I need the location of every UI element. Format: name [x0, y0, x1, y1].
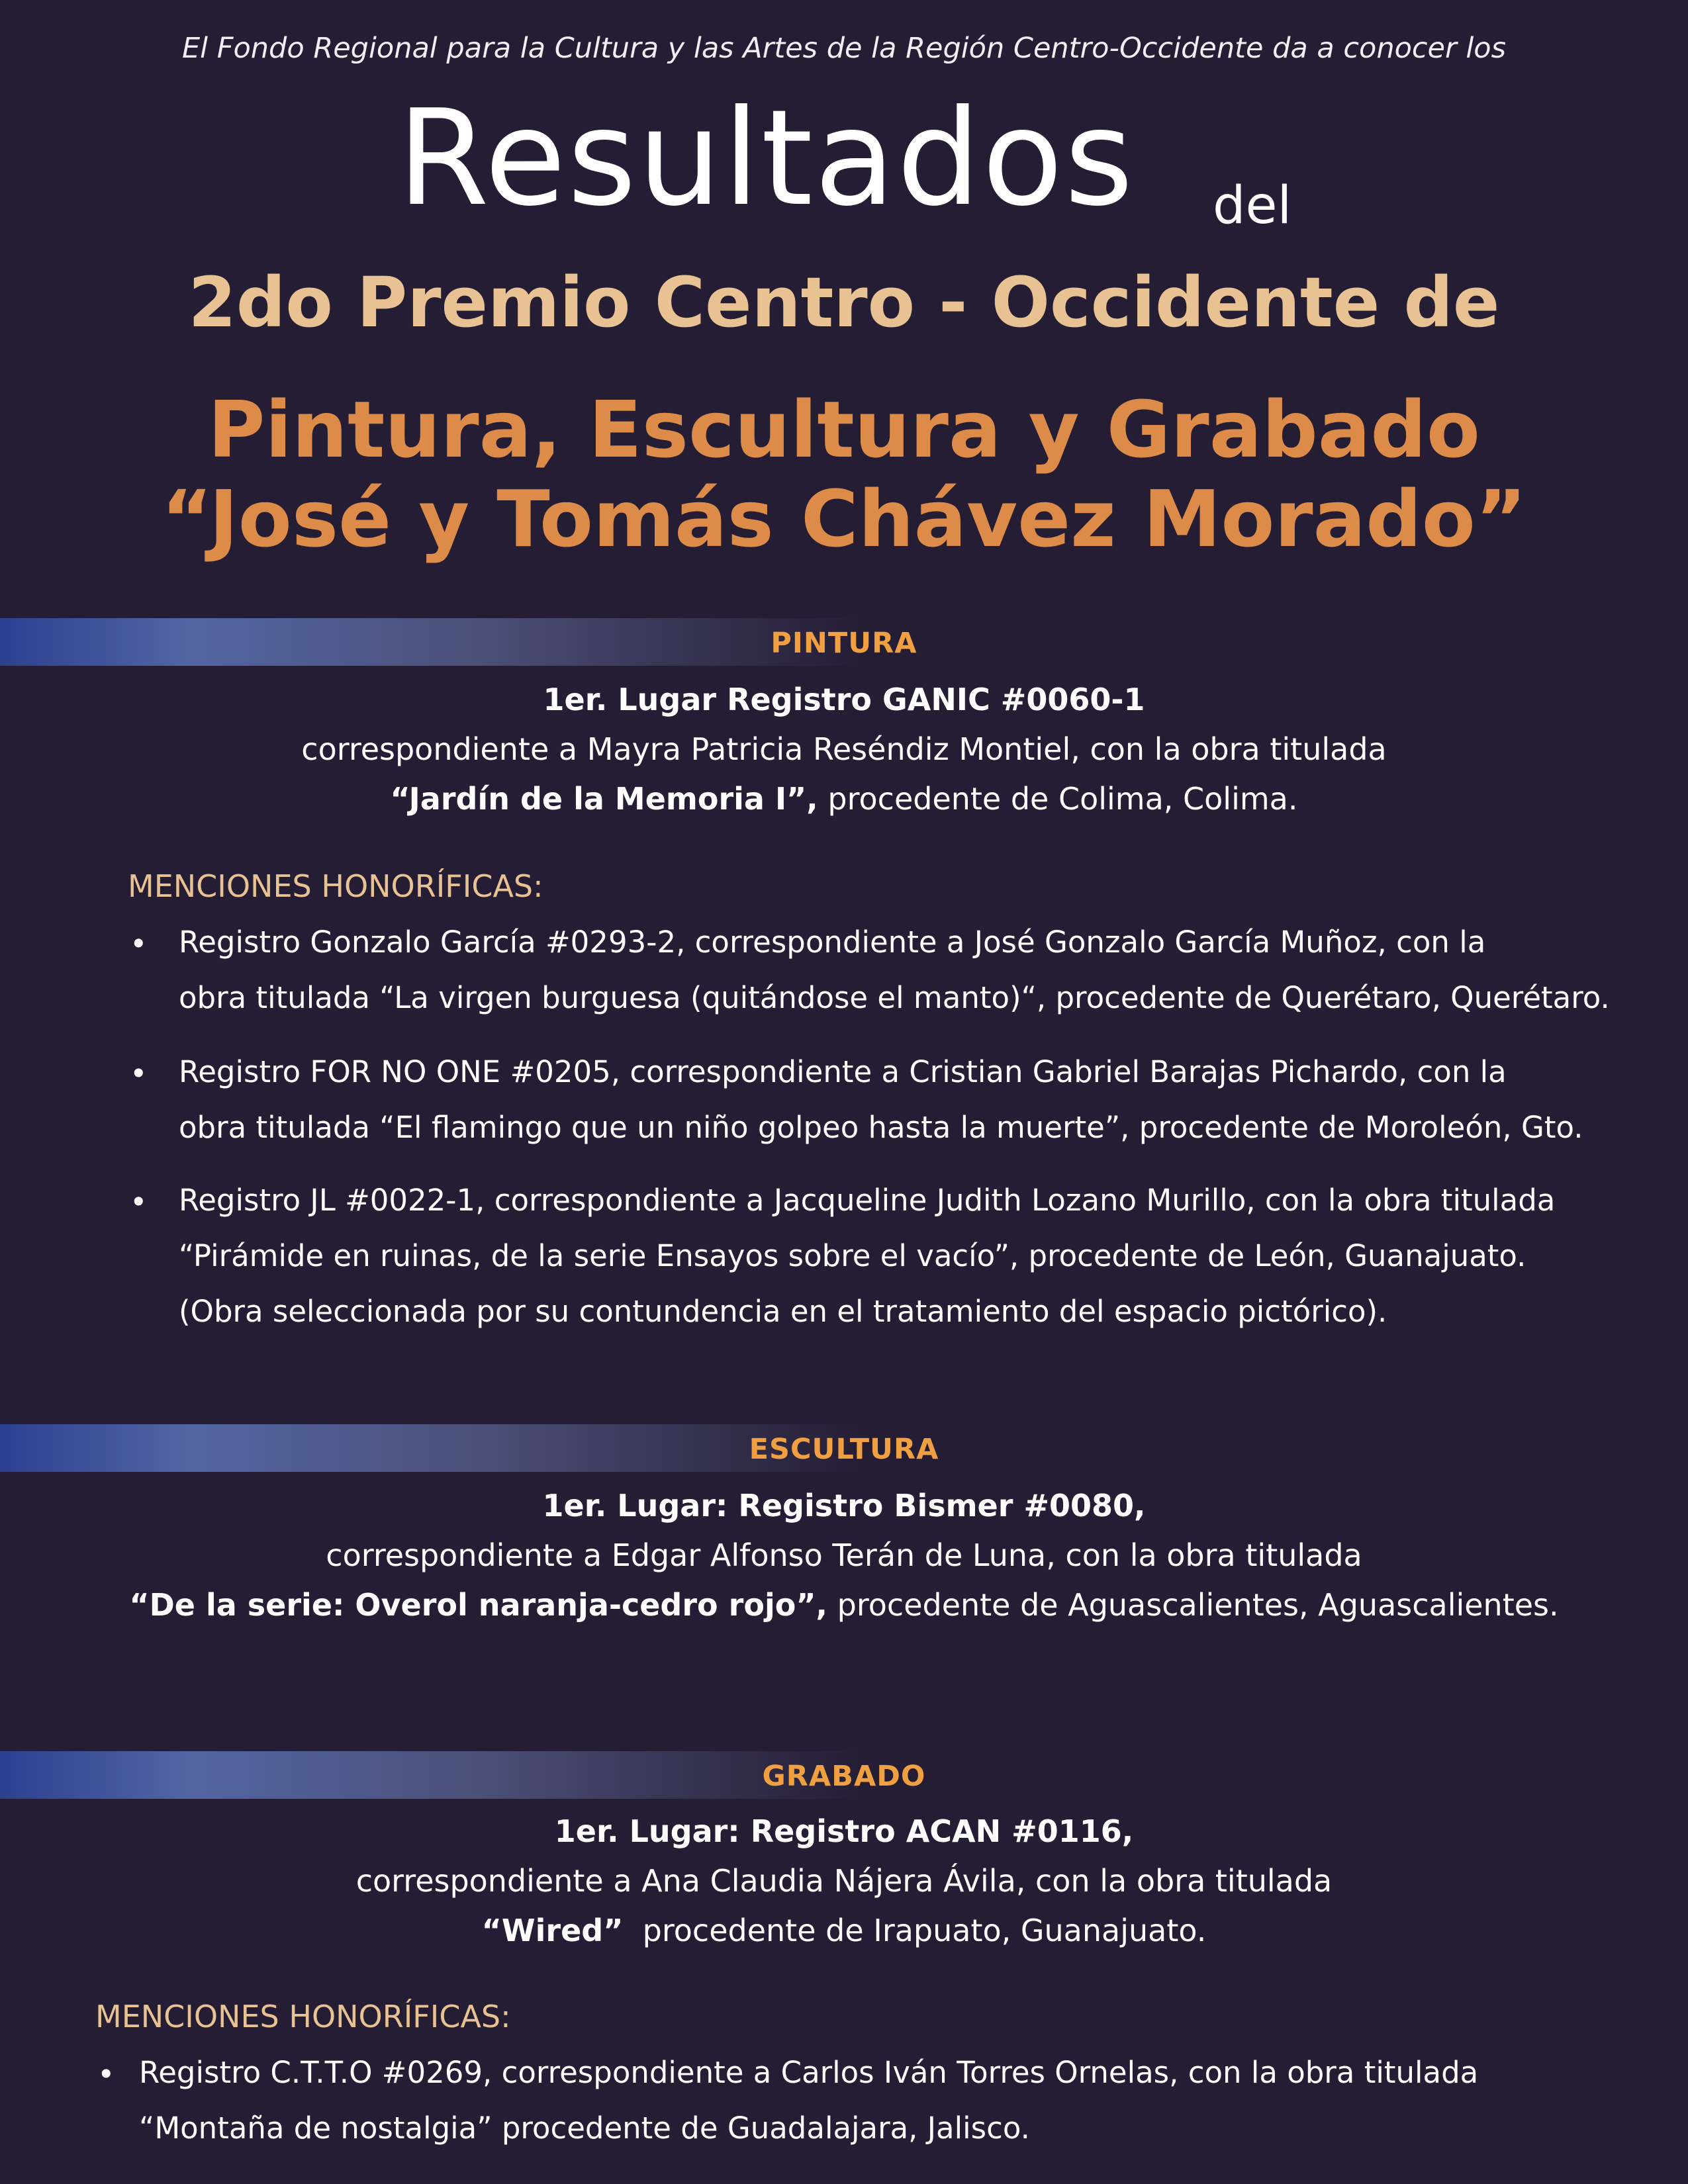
pintura-work-origin: procedente de Colima, Colima. — [818, 781, 1298, 817]
escultura-work-line — [0, 1587, 1688, 1623]
grabado-winner-detail: correspondiente a Ana Claudia Nájera Ávila, con la obra titulada — [355, 1863, 1333, 1899]
escultura-work-title: “De la serie: Overol naranja-cedro rojo”, — [129, 1587, 828, 1623]
bullet-icon: • — [130, 1185, 148, 1220]
grabado-mentions-label: MENCIONES HONORÍFICAS: — [95, 1999, 511, 2034]
escultura-winner-detail: correspondiente a Edgar Alfonso Terán de Luna, con la obra titulada — [326, 1537, 1362, 1573]
escultura-work-origin: procedente de Aguascalientes, Aguascalientes. — [827, 1587, 1559, 1623]
grabado-work-line — [0, 1913, 1688, 1949]
mention-line: obra titulada “El flamingo que un niño golpeo hasta la muerte”, procedente de Moroleón, Gto. — [179, 1110, 1583, 1145]
pintura-work-title: “Jardín de la Memoria I”, — [390, 781, 818, 817]
mention-line: Registro C.T.T.O #0269, correspondiente a Carlos Iván Torres Ornelas, con la obra titulada — [139, 2055, 1479, 2090]
title-del: del — [1213, 176, 1292, 236]
pintura-mention-1 — [179, 915, 1610, 1026]
grabado-work-origin: procedente de Irapuato, Guanajuato. — [623, 1913, 1207, 1948]
bullet-icon: • — [97, 2057, 115, 2092]
bullet-icon: • — [130, 1056, 148, 1091]
intro-text: El Fondo Regional para la Cultura y las Artes de la Región Centro-Occidente da a conocer los — [181, 32, 1507, 65]
mention-line: “Pirámide en ruinas, de la serie Ensayos sobre el vacío”, procedente de León, Guanajuato. — [179, 1238, 1526, 1273]
grabado-winner-line: 1er. Lugar: Registro ACAN #0116, — [554, 1813, 1134, 1849]
subtitle-nombre-premio: “José y Tomás Chávez Morado” — [161, 473, 1527, 565]
mention-line: Registro FOR NO ONE #0205, correspondiente a Cristian Gabriel Barajas Pichardo, con la — [179, 1054, 1507, 1089]
escultura-winner-line: 1er. Lugar: Registro Bismer #0080, — [542, 1488, 1146, 1524]
title-resultados: Resultados — [397, 81, 1135, 236]
pintura-winner-detail: correspondiente a Mayra Patricia Reséndiz Montiel, con la obra titulada — [301, 731, 1387, 767]
pintura-section-title: PINTURA — [771, 627, 917, 660]
pintura-mentions-label: MENCIONES HONORÍFICAS: — [128, 868, 543, 904]
pintura-mention-2 — [179, 1044, 1583, 1156]
mention-line: Registro Gonzalo García #0293-2, correspondiente a José Gonzalo García Muñoz, con la — [179, 925, 1486, 960]
pintura-winner-line: 1er. Lugar Registro GANIC #0060-1 — [543, 682, 1145, 717]
pintura-work-line — [0, 781, 1688, 817]
pintura-mention-3 — [179, 1173, 1555, 1340]
mention-line: “Montaña de nostalgia” procedente de Guadalajara, Jalisco. — [139, 2111, 1030, 2146]
grabado-work-title: “Wired” — [481, 1913, 624, 1948]
subtitle-disciplinas: Pintura, Escultura y Grabado — [208, 384, 1480, 475]
subtitle-premio: 2do Premio Centro - Occidente de — [188, 262, 1500, 343]
bullet-icon: • — [130, 927, 148, 962]
escultura-section-title: ESCULTURA — [749, 1433, 939, 1466]
grabado-section-title: GRABADO — [762, 1760, 926, 1793]
mention-line: Registro JL #0022-1, correspondiente a Jacqueline Judith Lozano Murillo, con la obra titulada — [179, 1183, 1556, 1218]
mention-line: (Obra seleccionada por su contundencia en el tratamiento del espacio pictórico). — [179, 1294, 1387, 1329]
grabado-mention-1 — [139, 2045, 1478, 2156]
mention-line: obra titulada “La virgen burguesa (quitándose el manto)“, procedente de Querétaro, Querétaro. — [179, 980, 1610, 1015]
